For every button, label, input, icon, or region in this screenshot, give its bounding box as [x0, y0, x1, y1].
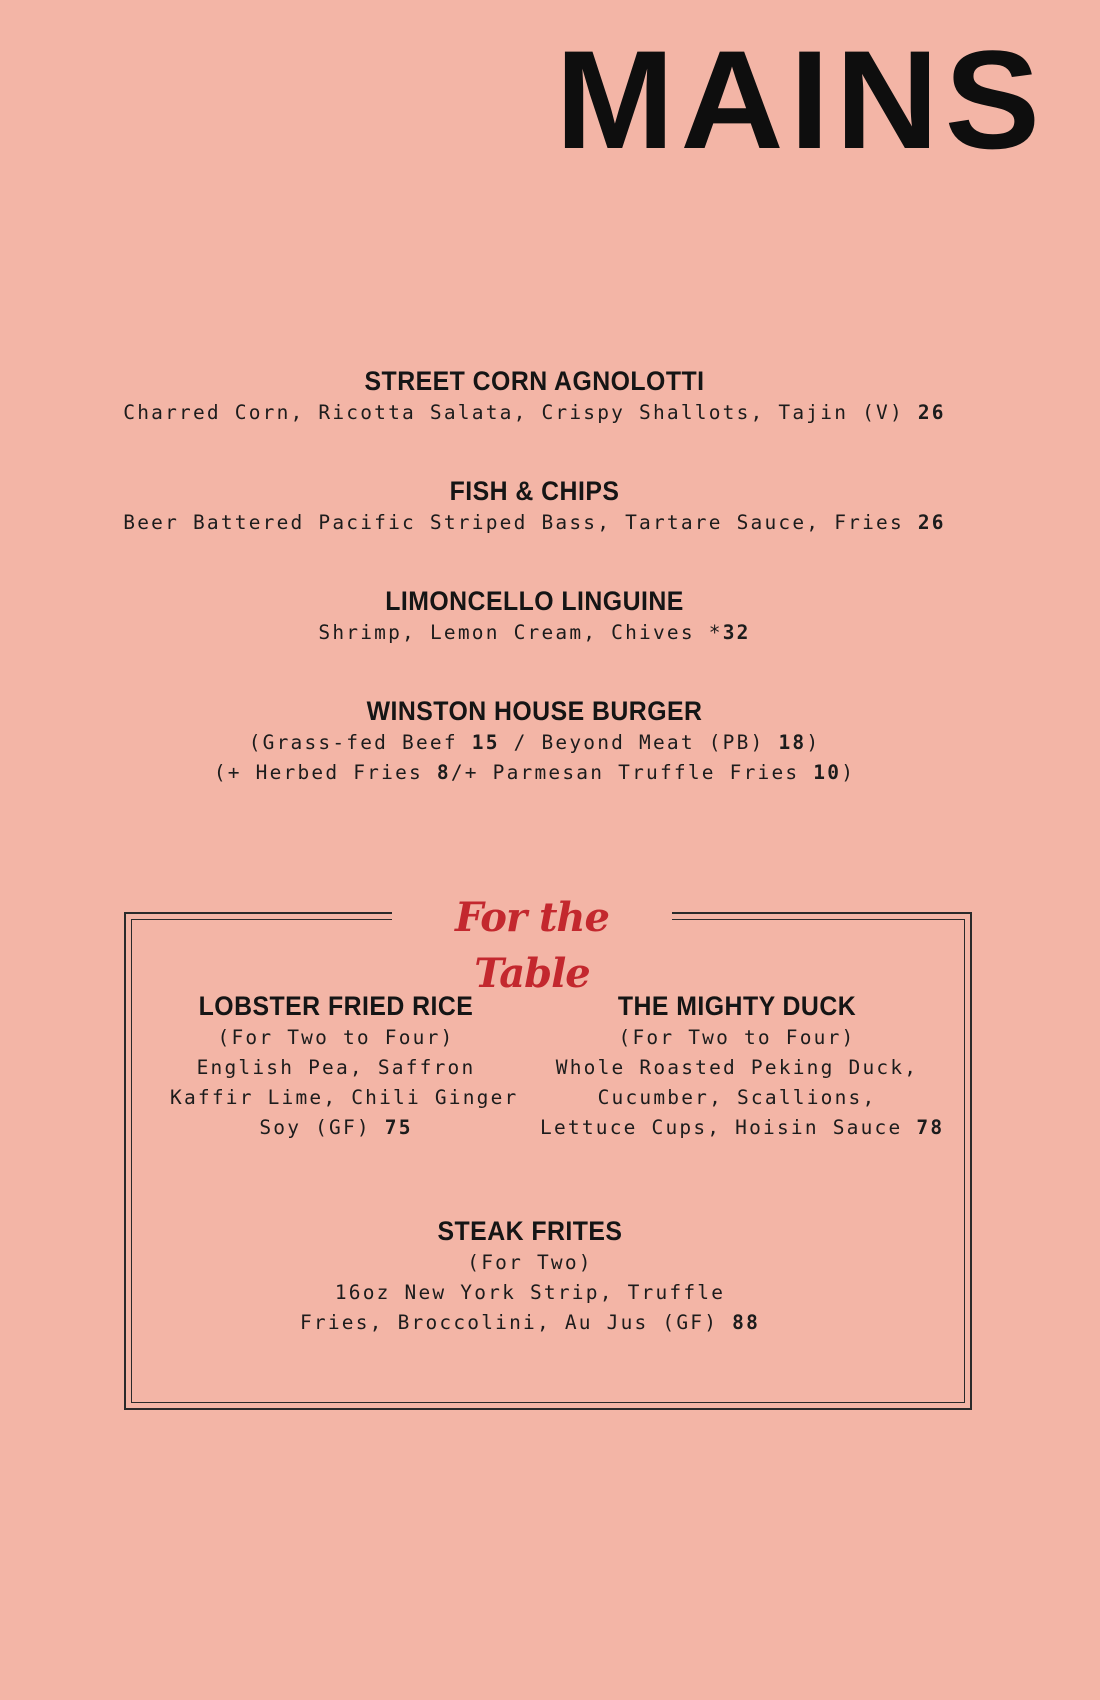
item-price: 75: [384, 1116, 413, 1139]
menu-item-lobster-fried-rice: [170, 989, 519, 1143]
item-description-line: Kaffir Lime, Chili Ginger: [170, 1086, 519, 1109]
item-name: STEAK FRITES: [437, 1216, 623, 1246]
for-the-table-heading-wrap: [392, 890, 672, 997]
item-description-line: (For Two to Four): [217, 1026, 455, 1049]
page-title: MAINS: [555, 21, 1046, 178]
item-name: LIMONCELLO LINGUINE: [385, 586, 684, 616]
item-price: 26: [917, 511, 946, 534]
menu-item-street-corn-agnolotti: [0, 364, 1069, 428]
item-price: 26: [917, 401, 946, 424]
item-description-line: Fries, Broccolini, Au Jus (GF) 88: [299, 1311, 761, 1334]
item-description: (+ Herbed Fries 8/+ Parmesan Truffle Fries 10): [213, 761, 856, 784]
menu-item-winston-house-burger: [0, 694, 1069, 788]
item-price: 10: [813, 761, 842, 784]
menu-item-limoncello-linguine: [0, 584, 1069, 648]
item-name: LOBSTER FRIED RICE: [198, 991, 474, 1021]
item-description-line: Whole Roasted Peking Duck,: [555, 1056, 919, 1079]
item-description-line: 16oz New York Strip, Truffle: [334, 1281, 726, 1304]
item-description-line: (For Two): [467, 1251, 593, 1274]
item-name: FISH & CHIPS: [449, 476, 620, 506]
item-name: STREET CORN AGNOLOTTI: [364, 366, 705, 396]
for-the-table-heading: For the Table: [455, 894, 609, 997]
item-description: Beer Battered Pacific Striped Bass, Tartare Sauce, Fries 26: [123, 511, 946, 534]
menu-item-fish-and-chips: [0, 474, 1069, 538]
menu-item-steak-frites: [280, 1214, 780, 1338]
item-price: 18: [778, 731, 807, 754]
item-description: (Grass-fed Beef 15 / Beyond Meat (PB) 18): [248, 731, 821, 754]
item-price: 78: [916, 1116, 945, 1139]
item-price: 8: [436, 761, 451, 784]
item-price: 15: [471, 731, 500, 754]
item-description: Charred Corn, Ricotta Salata, Crispy Shallots, Tajin (V) 26: [123, 401, 946, 424]
item-description: Shrimp, Lemon Cream, Chives *32: [318, 621, 751, 644]
menu-item-the-mighty-duck: [540, 989, 945, 1143]
item-description-line: Soy (GF) 75: [259, 1116, 413, 1139]
item-name: THE MIGHTY DUCK: [617, 991, 857, 1021]
item-description-line: Cucumber, Scallions,: [597, 1086, 877, 1109]
item-name: WINSTON HOUSE BURGER: [366, 696, 703, 726]
item-price: 32: [722, 621, 751, 644]
item-description-line: English Pea, Saffron: [196, 1056, 476, 1079]
item-description-line: (For Two to Four): [618, 1026, 856, 1049]
item-price: 88: [732, 1311, 761, 1334]
item-description-line: Lettuce Cups, Hoisin Sauce 78: [540, 1116, 945, 1139]
